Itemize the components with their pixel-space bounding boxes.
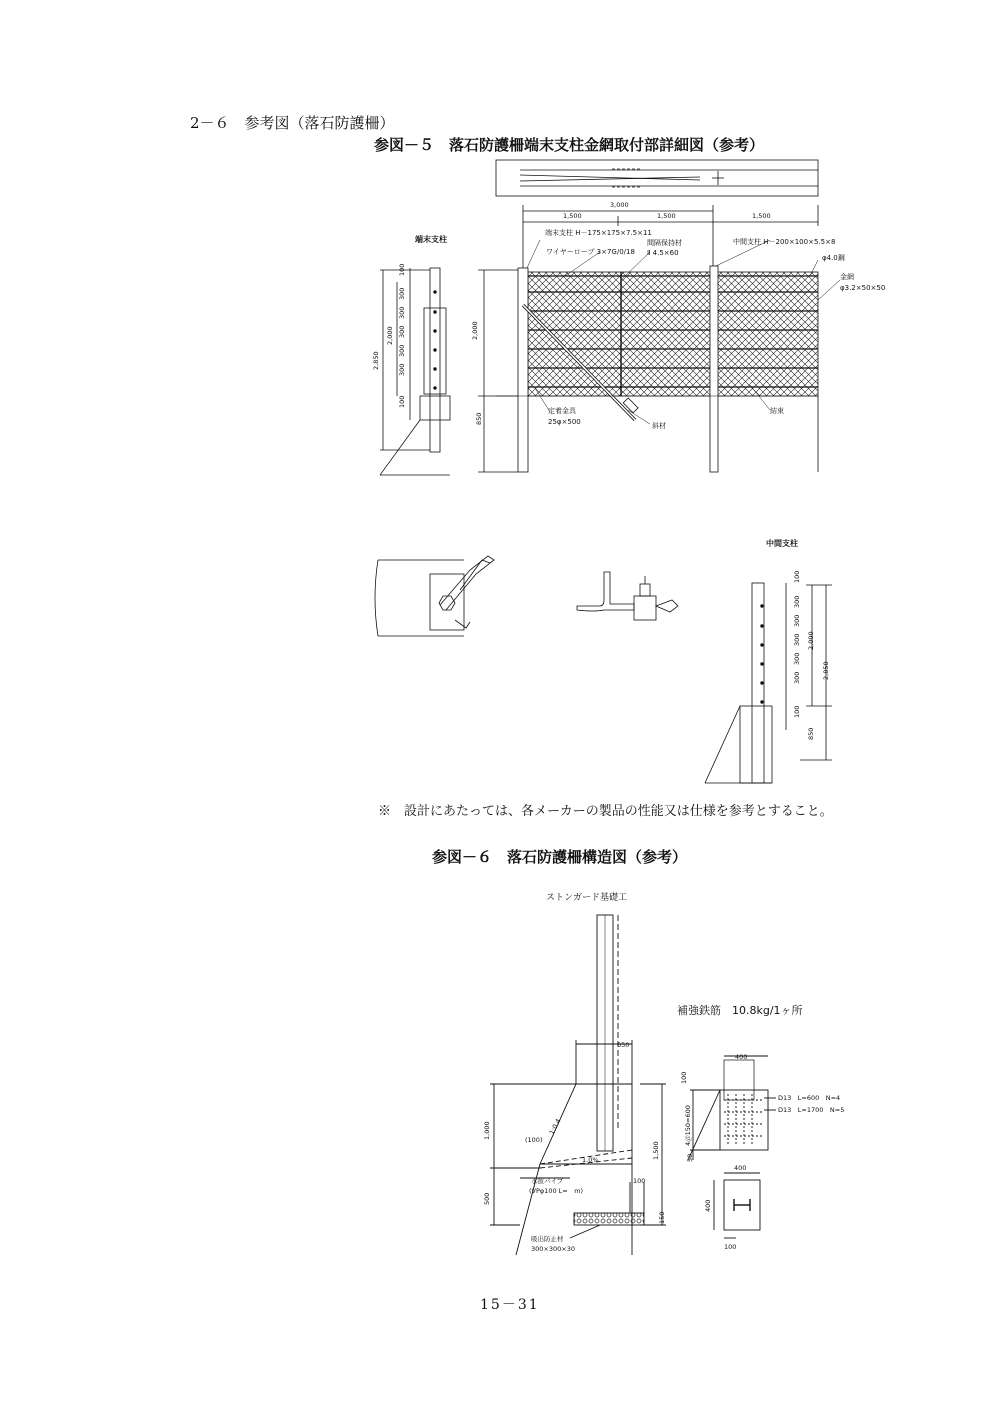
attachment-detail-b xyxy=(577,572,678,620)
end-d2000: 2,000 xyxy=(386,326,394,345)
anchor-label: 定着金具 xyxy=(548,407,576,415)
figure5-drawing xyxy=(372,160,885,783)
f6-r400a: 400 xyxy=(735,1053,748,1061)
fence-elevation xyxy=(478,266,818,472)
end-d300b: 300 xyxy=(398,306,406,319)
anchor-size: 25φ×500 xyxy=(548,418,581,426)
rebar-label: 補強鉄筋 10.8kg/1ヶ所 xyxy=(677,1004,803,1017)
section-heading: 2－６ 参考図（落石防護柵） xyxy=(190,114,395,132)
mid-d100a: 100 xyxy=(793,570,801,583)
f6-d500: 500 xyxy=(483,1192,491,1205)
dim-span2: 1,500 xyxy=(657,212,676,220)
f6-bar1: D13 L=600 N=4 xyxy=(778,1094,841,1102)
figure6-drawing xyxy=(490,915,776,1255)
plan-view xyxy=(496,160,818,196)
f6-r100: 100 xyxy=(680,1071,688,1084)
binding-label: 結束 xyxy=(770,407,784,415)
figure6-title: 参図－６ 落石防護柵構造図（参考） xyxy=(432,848,688,866)
end-d100a: 100 xyxy=(398,263,406,276)
end-d100b: 100 xyxy=(398,395,406,408)
brace-label: 斜材 xyxy=(652,422,666,430)
end-d2850: 2,850 xyxy=(372,351,380,370)
mid-d2000: 2,000 xyxy=(807,631,815,650)
dim-total: 3,000 xyxy=(610,201,629,209)
foundation-caption: ストンガード基礎工 xyxy=(546,893,628,903)
f6-d1000: 1,000 xyxy=(483,1121,491,1140)
f6-drain-pipe: 水抜パイプ xyxy=(531,1177,564,1185)
mid-d2850: 2,850 xyxy=(822,661,830,680)
end-post-spec: 端末支柱 H－175×175×7.5×11 xyxy=(545,229,652,237)
wire-rope-label: ワイヤーロープ 3×7G/0/18 xyxy=(546,248,635,256)
mid-post-detail xyxy=(705,583,832,783)
f6-d1500: 1,500 xyxy=(652,1141,660,1160)
f6-filter-size: 300×300×30 xyxy=(531,1245,575,1253)
mesh-size: φ3.2×50×50 xyxy=(840,284,886,292)
mid-d300e: 300 xyxy=(793,671,801,684)
f6-r400c: 400 xyxy=(704,1199,712,1212)
dim-850-elev: 850 xyxy=(475,412,483,425)
f6-r400b: 400 xyxy=(734,1164,747,1172)
end-d300c: 300 xyxy=(398,325,406,338)
wire-size: φ4.0鋼 xyxy=(822,254,845,262)
mid-d300a: 300 xyxy=(793,595,801,608)
design-note: ※ 設計にあたっては、各メーカーの製品の性能又は仕様を参考とすること。 xyxy=(378,804,833,819)
mid-d300b: 300 xyxy=(793,614,801,627)
f6-bar2: D13 L=1700 N=5 xyxy=(778,1106,845,1114)
mid-post-spec: 中間支柱 H－200×100×5.5×8 xyxy=(733,238,836,246)
f6-d150: 150 xyxy=(658,1211,666,1224)
page-number: 15－31 xyxy=(480,1297,540,1313)
end-d300d: 300 xyxy=(398,344,406,357)
f6-r600: 4＠150=600 xyxy=(684,1105,692,1146)
figure5-title: 参図－５ 落石防護柵端末支柱金網取付部詳細図（参考） xyxy=(374,136,765,154)
dim-span3: 1,500 xyxy=(752,212,771,220)
mid-d300d: 300 xyxy=(793,652,801,665)
mid-post-title: 中間支柱 xyxy=(766,539,798,548)
f6-slope: 1:0.4 xyxy=(547,1117,563,1136)
f6-filter: 吸出防止材 xyxy=(531,1235,564,1243)
f6-r100b: 100 xyxy=(724,1243,737,1251)
end-d300a: 300 xyxy=(398,287,406,300)
f6-d100: (100) xyxy=(525,1136,543,1144)
spacer-size: Ⅱ 4.5×60 xyxy=(647,249,679,257)
mesh-label: 金網 xyxy=(840,273,854,281)
f6-d650: 650 xyxy=(617,1041,630,1049)
f6-r50: 50 xyxy=(686,1153,694,1162)
f6-drain-size: (VPφ100 L= m) xyxy=(529,1187,584,1195)
f6-d100b: 100 xyxy=(633,1177,646,1185)
spacer-label: 間隔保持材 xyxy=(647,239,682,247)
end-post-detail xyxy=(380,268,450,475)
dim-span1: 1,500 xyxy=(563,212,582,220)
dim-2000-elev: 2,000 xyxy=(471,321,479,340)
mid-d850: 850 xyxy=(807,727,815,740)
attachment-detail-a xyxy=(375,556,494,636)
f6-grade: 1.0% xyxy=(582,1156,599,1164)
mid-d100b: 100 xyxy=(793,705,801,718)
end-d300e: 300 xyxy=(398,363,406,376)
mid-d300c: 300 xyxy=(793,633,801,646)
end-post-title: 端末支柱 xyxy=(415,235,447,244)
